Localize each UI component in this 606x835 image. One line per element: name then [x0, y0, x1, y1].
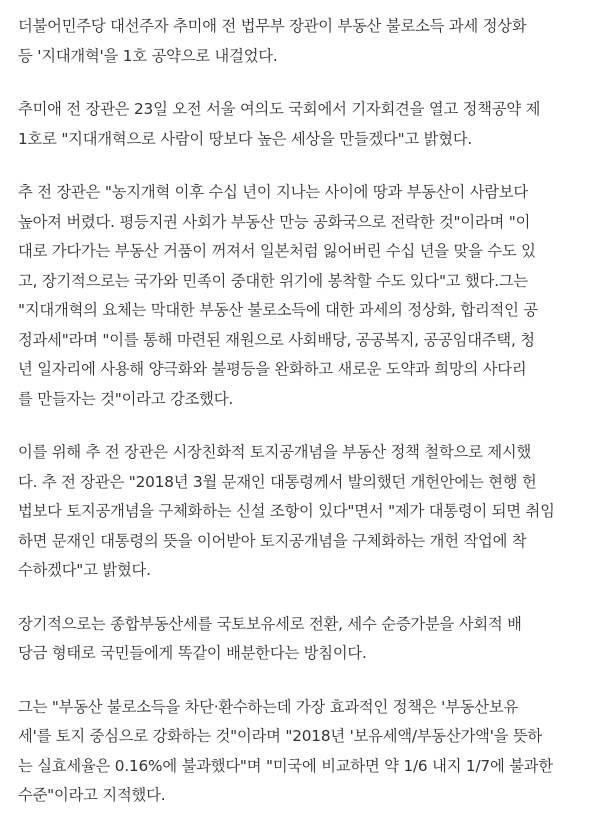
text-line: 년 일자리에 사용해 양극화와 불평등을 완화하고 새로운 도약과 희망의 사다리 — [18, 360, 527, 378]
paragraph-5 — [18, 610, 598, 669]
text-line: 추 전 장관은 "농지개혁 이후 수십 년이 지나는 사이에 땅과 부동산이 사람보다 — [18, 183, 529, 201]
paragraph-1 — [18, 12, 598, 71]
text-line: 정과세"라며 "이를 통해 마련된 재원으로 사회배당, 공공복지, 공공임대주택, 청 — [18, 330, 535, 349]
article-body — [18, 12, 598, 835]
text-line: 이를 위해 추 전 장관은 시장친화적 토지공개념을 부동산 정책 철학으로 제시했 — [18, 443, 532, 461]
text-line: 높아져 버렸다. 평등지권 사회가 부동산 만능 공화국으로 전락한 것"이라며 "이 — [18, 212, 531, 231]
text-line: 고, 장기적으로는 국가와 민족이 중대한 위기에 봉착할 수도 있다"고 했다.그는 — [18, 271, 529, 290]
text-line: "지대개혁의 요체는 막대한 부동산 불로소득에 대한 과세의 정상화, 합리적인 공 — [18, 301, 538, 319]
text-line: 당금 형태로 국민들에게 똑같이 배분한다는 방침이다. — [18, 644, 367, 662]
text-line: 하면 문재인 대통령의 뜻을 이어받아 토지공개념을 구체화하는 개헌 작업에 착 — [18, 531, 527, 550]
text-line: 대로 가다가는 부동산 거품이 꺼져서 일본처럼 잃어버린 수십 년을 맞을 수도 있 — [18, 242, 536, 260]
text-line: 등 '지대개혁'을 1호 공약으로 내걸었다. — [18, 46, 278, 65]
paragraph-3 — [18, 178, 598, 414]
text-line: 장기적으로는 종합부동산세를 국토보유세로 전환, 세수 순증가분을 사회적 배 — [18, 614, 522, 633]
text-line: 그는 "부동산 불로소득을 차단·환수하는데 가장 효과적인 정책은 '부동산보유 — [18, 697, 519, 716]
text-line: 수하겠다"고 밝혔다. — [18, 561, 151, 579]
text-line: 세'를 토지 중심으로 강화하는 것"이라며 "2018년 '보유세액/부동산가액'을 뜻하 — [18, 727, 543, 745]
text-line: 더불어민주당 대선주자 추미애 전 법무부 장관이 부동산 불로소득 과세 정상화 — [18, 17, 527, 35]
paragraph-2 — [18, 95, 598, 154]
text-line: 다. 추 전 장관은 "2018년 3월 문재인 대통령께서 발의했던 개헌안에는 현행 헌 — [18, 472, 537, 491]
text-line: 법보다 토지공개념을 구체화하는 신설 조항이 있다"면서 "제가 대통령이 되면 취임 — [18, 502, 555, 520]
text-line: 1호로 "지대개혁으로 사람이 땅보다 높은 세상을 만들겠다"고 밝혔다. — [18, 129, 473, 148]
text-line: 는 실효세율은 0.16%에 불과했다"며 "미국에 비교하면 약 1/6 내지 1/7에 불과한 — [18, 756, 553, 775]
text-line: 수준"이라고 지적했다. — [18, 786, 166, 804]
paragraph-4 — [18, 438, 598, 586]
paragraph-6 — [18, 693, 598, 811]
text-line: 를 만들자는 것"이라고 강조했다. — [18, 389, 233, 408]
text-line: 추미애 전 장관은 23일 오전 서울 여의도 국회에서 기자회견을 열고 정책공약 제 — [18, 100, 541, 118]
